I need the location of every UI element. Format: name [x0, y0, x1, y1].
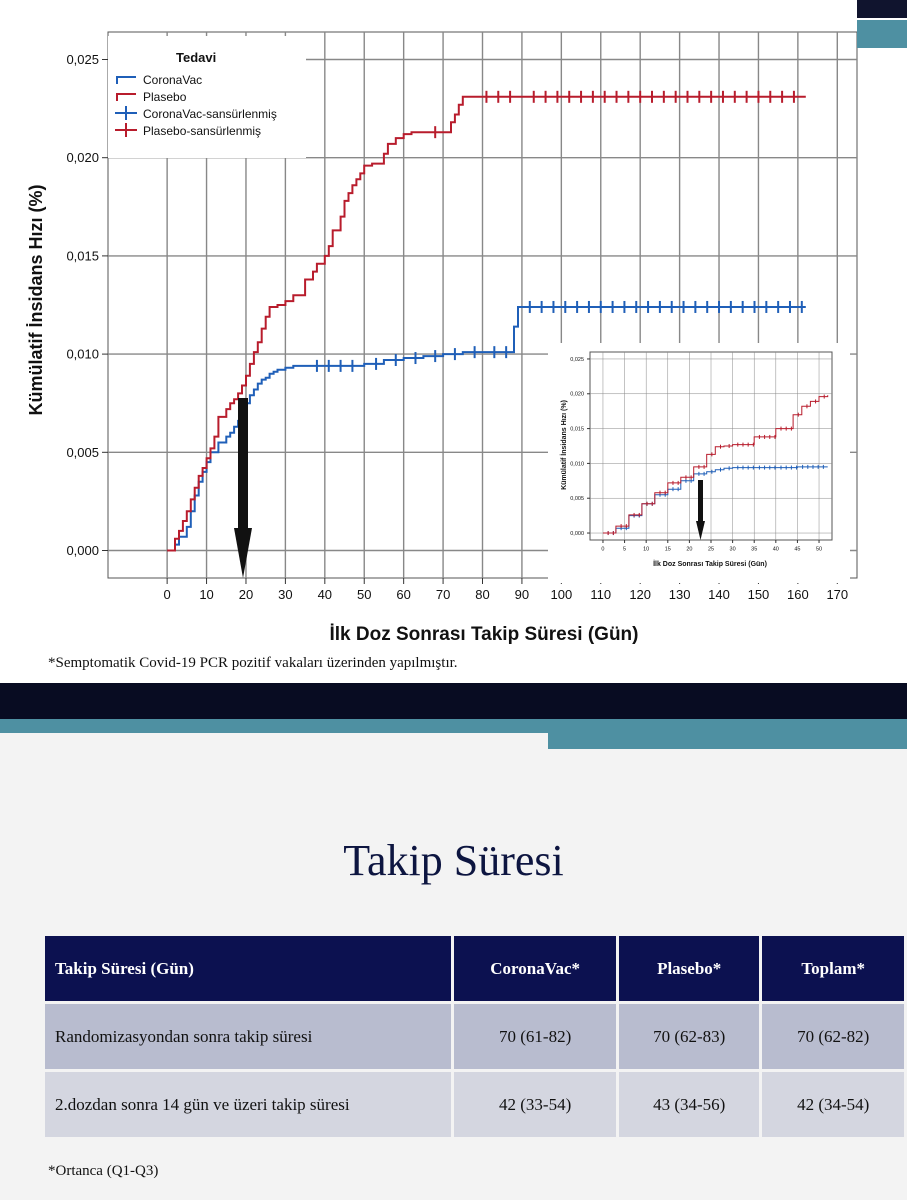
- legend-item-coronavac: CoronaVac: [143, 73, 203, 87]
- legend-item-coronavac-censored: CoronaVac-sansürlenmiş: [143, 107, 277, 121]
- inset-x-axis-title: İlk Doz Sonrası Takip Süresi (Gün): [653, 561, 767, 568]
- x-tick-label: 80: [475, 587, 490, 602]
- x-tick-label: 10: [199, 587, 214, 602]
- slide-title: Takip Süresi: [343, 836, 564, 885]
- x-tick-label: 50: [357, 587, 372, 602]
- inset-chart: [548, 343, 850, 583]
- inset-x-tick-label: 50: [815, 546, 823, 553]
- x-tick-label: 0: [163, 587, 171, 602]
- legend-item-plasebo: Plasebo: [143, 90, 187, 104]
- inset-y-axis-title: Kümülatif İnsidans Hızı (%): [561, 400, 568, 490]
- row-label: Randomizasyondan sonra takip süresi: [45, 1004, 451, 1069]
- chart-footnote: *Semptomatik Covid-19 PCR pozitif vakaları üzerinden yapılmıştır.: [48, 655, 458, 671]
- inset-y-tick-label: 0,010: [570, 461, 584, 468]
- y-tick-label: 0,005: [66, 444, 99, 460]
- x-tick-label: 110: [590, 587, 612, 602]
- cell-toplam: 42 (34-54): [762, 1072, 904, 1137]
- col-header-plasebo: Plasebo*: [619, 936, 760, 1001]
- inset-y-tick-label: 0,005: [570, 496, 584, 503]
- cell-coronavac: 70 (61-82): [454, 1004, 616, 1069]
- inset-x-tick-label: 15: [664, 546, 671, 553]
- x-tick-label: 120: [629, 587, 652, 602]
- col-header-coronavac: CoronaVac*: [454, 936, 616, 1001]
- x-tick-label: 30: [278, 587, 293, 602]
- inset-x-tick-label: 0: [601, 546, 605, 553]
- y-tick-label: 0,020: [66, 150, 99, 166]
- follow-up-table: [42, 933, 907, 1140]
- table-row: [45, 1072, 904, 1137]
- x-tick-label: 70: [435, 587, 451, 602]
- x-tick-label: 90: [514, 587, 530, 602]
- y-tick-label: 0,025: [66, 52, 99, 68]
- table-row: [45, 1004, 904, 1069]
- row-label: 2.dozdan sonra 14 gün ve üzeri takip süresi: [45, 1072, 451, 1137]
- y-axis-title: Kümülatif İnsidans Hızı (%): [26, 184, 46, 416]
- divider-band-teal-accent: [548, 733, 907, 749]
- cell-toplam: 70 (62-82): [762, 1004, 904, 1069]
- divider-band-dark: [0, 683, 907, 719]
- legend-title: Tedavi: [176, 50, 217, 65]
- divider-band-teal: [0, 719, 907, 733]
- inset-y-tick-label: 0,015: [570, 426, 584, 433]
- table-header-row: [45, 936, 904, 1001]
- inset-x-tick-label: 20: [686, 546, 693, 553]
- top-right-teal-accent: [857, 20, 907, 48]
- top-right-dark-accent: [857, 0, 907, 18]
- inset-x-tick-label: 5: [623, 546, 627, 553]
- y-tick-label: 0,000: [66, 543, 99, 559]
- inset-x-tick-label: 30: [729, 546, 736, 553]
- inset-x-tick-label: 45: [794, 546, 801, 553]
- table-footnote: *Ortanca (Q1-Q3): [48, 1163, 159, 1179]
- x-tick-label: 140: [708, 587, 730, 602]
- y-tick-label: 0,010: [66, 346, 99, 362]
- inset-x-tick-label: 25: [707, 546, 715, 553]
- y-tick-label: 0,015: [66, 248, 99, 264]
- inset-y-tick-label: 0,000: [570, 530, 584, 537]
- inset-x-tick-label: 10: [643, 546, 650, 553]
- col-header-follow-up: Takip Süresi (Gün): [45, 936, 451, 1001]
- x-tick-label: 150: [747, 587, 770, 602]
- x-tick-label: 20: [238, 587, 254, 602]
- x-tick-label: 170: [826, 587, 849, 602]
- legend: [108, 36, 306, 158]
- inset-y-tick-label: 0,020: [570, 391, 584, 398]
- col-header-toplam: Toplam*: [762, 936, 904, 1001]
- cell-coronavac: 42 (33-54): [454, 1072, 616, 1137]
- x-tick-label: 100: [550, 587, 573, 602]
- x-tick-label: 60: [396, 587, 411, 602]
- cell-plasebo: 70 (62-83): [619, 1004, 760, 1069]
- legend-item-plasebo-censored: Plasebo-sansürlenmiş: [143, 124, 262, 138]
- cell-plasebo: 43 (34-56): [619, 1072, 760, 1137]
- inset-x-tick-label: 40: [772, 546, 779, 553]
- x-tick-label: 160: [787, 587, 809, 602]
- inset-x-tick-label: 35: [751, 546, 758, 553]
- x-tick-label: 40: [317, 587, 333, 602]
- x-axis-title: İlk Doz Sonrası Takip Süresi (Gün): [329, 624, 639, 645]
- inset-y-tick-label: 0,025: [570, 356, 584, 363]
- x-tick-label: 130: [668, 587, 691, 602]
